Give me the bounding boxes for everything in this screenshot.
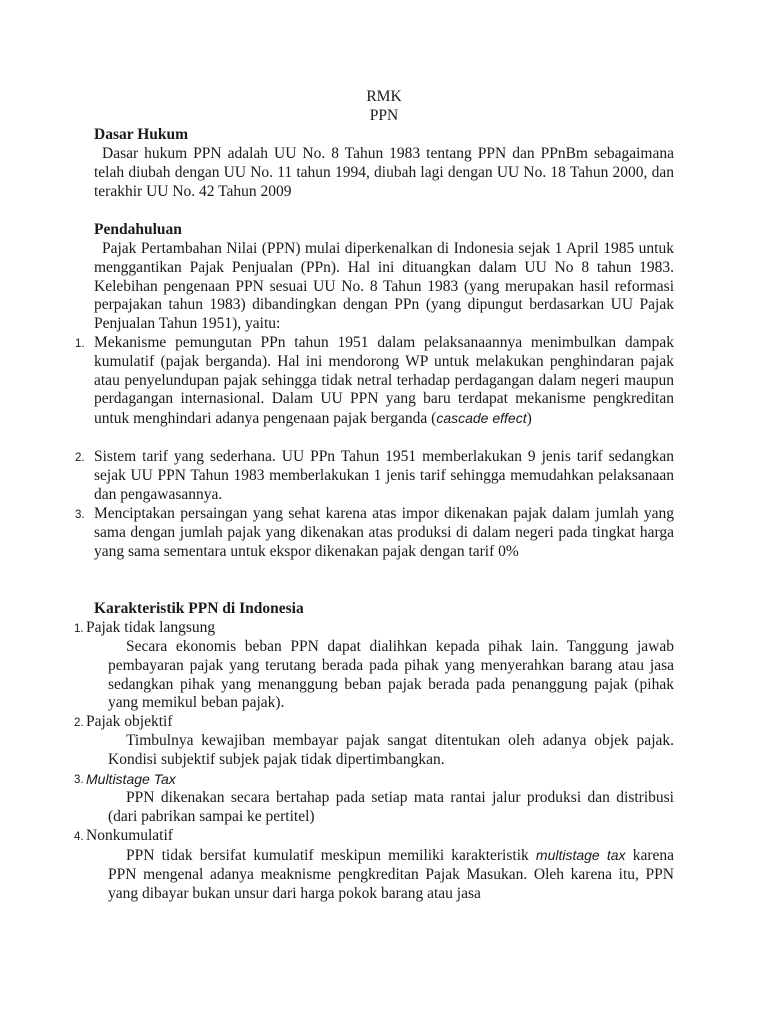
list-item-italic: cascade effect (436, 410, 527, 427)
pendahuluan-item-1 (75, 334, 674, 429)
body-text-tail: karena PPN mengenal adanya meaknisme pengkreditan Pajak Masukan. Oleh karena itu, PPN yang dibayar bukan unsur dari harga pokok barang atau jasa (108, 847, 675, 902)
karakteristik-item-3-title (74, 770, 176, 790)
list-item-text: Mekanisme pemungutan PPn tahun 1951 dalam pelaksanaannya menimbulkan dampak kumulatif (pajak berganda). Hal ini mendorong WP untuk melakukan penghindaran pajak atau penyelundupan pajak sehingga tidak netral terhadap perdagangan dalam negeri maupun perdagangan internasional. Dalam UU PPN yang baru terdapat mekanisme pengkreditan untuk menghindari adanya pengenaan pajak berganda ( (94, 334, 674, 428)
karakteristik-item-4-title (74, 827, 173, 846)
list-item-title: Multistage Tax (86, 771, 176, 787)
karakteristik-item-2-title (74, 713, 173, 732)
document-title-ppn: PPN (369, 107, 399, 124)
karakteristik-item-1-body: Secara ekonomis beban PPN dapat dialihkan kepada pihak lain. Tanggung jawab pembayaran pajak yang terutang berada pada pihak yang menyerahkan barang atau jasa sedangkan pihak yang menanggung beban pajak berada pada penanggung pajak (pihak yang memikul beban pajak). (108, 638, 674, 712)
list-item-title: Pajak objektif (86, 713, 173, 730)
list-number: 2. (74, 717, 84, 729)
list-number: 3. (75, 509, 85, 521)
list-item-title: Pajak tidak langsung (86, 619, 216, 636)
list-item-text: Sistem tarif yang sederhana. UU PPn Tahun 1951 memberlakukan 9 jenis tarif sedangkan sejak UU PPN Tahun 1983 memberlakukan 1 jenis tarif sehingga memudahkan pelaksanaan dan pengawasannya. (94, 448, 674, 503)
karakteristik-item-1-title (74, 619, 216, 638)
karakteristik-heading: Karakteristik PPN di Indonesia (94, 600, 304, 617)
pendahuluan-item-2 (75, 448, 674, 504)
pendahuluan-item-3 (75, 505, 674, 561)
karakteristik-item-4-body (108, 846, 674, 903)
list-number: 1. (75, 338, 85, 350)
list-item-tail: ) (526, 410, 532, 428)
body-text: PPN tidak bersifat kumulatif meskipun memiliki karakteristik (126, 847, 536, 864)
karakteristik-item-2-body: Timbulnya kewajiban membayar pajak sangat ditentukan oleh adanya objek pajak. Kondisi subjektif subjek pajak tidak dipertimbangkan. (108, 732, 674, 768)
list-number: 2. (75, 452, 85, 464)
list-item-title: Nonkumulatif (86, 827, 173, 844)
dasar-hukum-paragraph: Dasar hukum PPN adalah UU No. 8 Tahun 1983 tentang PPN dan PPnBm sebagaimana telah diubah dengan UU No. 11 tahun 1994, diubah lagi dengan UU No. 18 Tahun 2000, dan terakhir UU No. 42 Tahun 2009 (94, 145, 674, 200)
pendahuluan-paragraph: Pajak Pertambahan Nilai (PPN) mulai diperkenalkan di Indonesia sejak 1 April 1985 untuk menggantikan Pajak Penjualan (PPn). Hal ini dituangkan dalam UU No 8 tahun 1983. Kelebihan pengenaan PPN sesuai UU No. 8 Tahun 1983 (yang merupakan hasil reformasi perpajakan tahun 1983) dibandingkan dengan PPn (yang dipungut berdasarkan UU Pajak Penjualan Tahun 1951), yaitu: (94, 240, 674, 333)
list-number: 4. (74, 831, 84, 843)
document-title-rmk: RMK (366, 88, 402, 105)
karakteristik-item-3-body: PPN dikenakan secara bertahap pada setiap mata rantai jalur produksi dan distribusi (dari pabrikan sampai ke pertitel) (108, 789, 674, 825)
body-italic: multistage tax (535, 847, 626, 863)
list-number: 1. (74, 623, 84, 635)
pendahuluan-heading: Pendahuluan (94, 221, 182, 238)
list-item-text: Menciptakan persaingan yang sehat karena atas impor dikenakan pajak dalam jumlah yang sama dengan jumlah pajak yang dikenakan atas produksi di dalam negeri pada tingkat harga yang sama sementara untuk ekspor dikenakan pajak dengan tarif 0% (94, 505, 674, 560)
dasar-hukum-heading: Dasar Hukum (94, 126, 189, 143)
list-number: 3. (74, 774, 84, 786)
